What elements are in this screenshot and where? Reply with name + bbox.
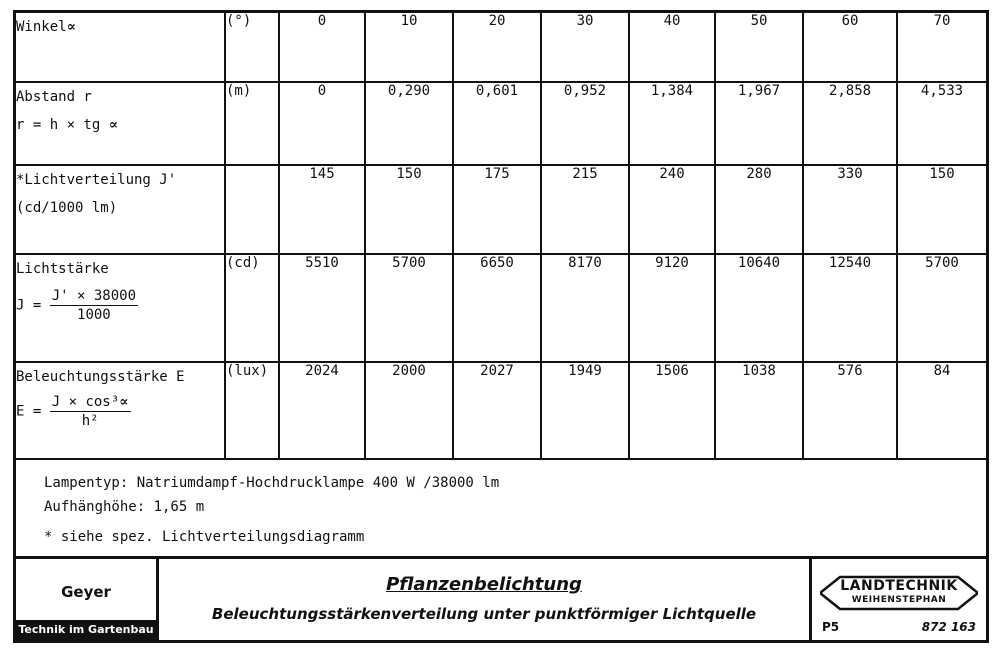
data-sheet <box>13 10 989 643</box>
alpha-symbol: ∝ <box>119 394 129 410</box>
table-cell: 0,290 <box>365 82 453 165</box>
page-title: Pflanzenbelichtung <box>386 574 582 595</box>
table-cell: 576 <box>803 362 897 459</box>
table-cell: 10 <box>365 13 453 82</box>
sheet-code: P5 <box>822 620 840 634</box>
table-cell: 2,858 <box>803 82 897 165</box>
table-cell: 175 <box>453 165 541 254</box>
table-cell: 12540 <box>803 254 897 362</box>
unit-cell: (cd) <box>225 254 279 362</box>
table-cell: 2027 <box>453 362 541 459</box>
logo-line-1: LANDTECHNIK <box>840 578 958 594</box>
table-cell: 1949 <box>541 362 629 459</box>
alpha-symbol: ∝ <box>108 117 119 133</box>
logo-line-2: WEIHENSTEPHAN <box>851 595 947 605</box>
table-cell: 1506 <box>629 362 715 459</box>
row-label-title: *Lichtverteilung J' <box>16 172 177 188</box>
row-label-title: Beleuchtungsstärke E <box>16 369 185 385</box>
row-label <box>16 362 225 459</box>
table-cell: 10640 <box>715 254 803 362</box>
table-cell: 2000 <box>365 362 453 459</box>
title-block <box>16 559 986 640</box>
table-cell: 5700 <box>365 254 453 362</box>
light-distribution-table <box>16 13 986 460</box>
table-cell: 280 <box>715 165 803 254</box>
notes-section <box>16 461 986 559</box>
table-cell: 5510 <box>279 254 365 362</box>
table-cell: 70 <box>897 13 986 82</box>
row-formula: r = h × tg ∝ <box>16 117 119 133</box>
unit-cell: (lux) <box>225 362 279 459</box>
table-cell: 0 <box>279 13 365 82</box>
table-cell: 1038 <box>715 362 803 459</box>
unit-cell: (°) <box>225 13 279 82</box>
table-cell: 150 <box>897 165 986 254</box>
table-row <box>16 82 986 165</box>
row-label-title: Lichtstärke <box>16 261 109 277</box>
row-label <box>16 165 225 254</box>
table-cell: 1,384 <box>629 82 715 165</box>
row-label <box>16 254 225 362</box>
row-label <box>16 82 225 165</box>
table-cell: 60 <box>803 13 897 82</box>
row-label-unit: (cd/1000 lm) <box>16 200 118 216</box>
table-cell: 240 <box>629 165 715 254</box>
page-subtitle: Beleuchtungsstärkenverteilung unter punktförmiger Lichtquelle <box>211 605 757 623</box>
table-cell: 2024 <box>279 362 365 459</box>
table-cell: 0,601 <box>453 82 541 165</box>
table-cell: 215 <box>541 165 629 254</box>
table-row <box>16 362 986 459</box>
table-cell: 0,952 <box>541 82 629 165</box>
table-row <box>16 13 986 82</box>
title-box <box>159 559 812 640</box>
author-name: Geyer <box>61 583 111 601</box>
table-cell: 6650 <box>453 254 541 362</box>
table-row <box>16 254 986 362</box>
table-cell: 8170 <box>541 254 629 362</box>
row-formula: E = $\frac{\text{J × cos³∝}}{\text{h²}}$ <box>16 394 129 429</box>
table-cell: 1,967 <box>715 82 803 165</box>
table-cell: 145 <box>279 165 365 254</box>
table-cell: 0 <box>279 82 365 165</box>
landtechnik-logo <box>812 559 986 640</box>
table-cell: 5700 <box>897 254 986 362</box>
table-cell: 20 <box>453 13 541 82</box>
table-row <box>16 165 986 254</box>
row-formula: J = $\frac{J' \times 38000}{1000}$ <box>16 288 137 323</box>
alpha-symbol: ∝ <box>66 19 76 35</box>
unit-cell <box>225 165 279 254</box>
lamp-type-note: Lampentyp: Natriumdampf-Hochdrucklampe 400 W /38000 lm <box>44 475 500 491</box>
table-cell: 40 <box>629 13 715 82</box>
table-cell: 84 <box>897 362 986 459</box>
table-cell: 50 <box>715 13 803 82</box>
table-cell: 9120 <box>629 254 715 362</box>
row-label-title: Abstand r <box>16 89 92 105</box>
row-label: Winkel∝ <box>16 13 225 82</box>
table-cell: 150 <box>365 165 453 254</box>
mounting-height-note: Aufhänghöhe: 1,65 m <box>44 499 205 515</box>
footnote: * siehe spez. Lichtverteilungsdiagramm <box>44 529 365 545</box>
table-cell: 4,533 <box>897 82 986 165</box>
unit-cell: (m) <box>225 82 279 165</box>
table-cell: 30 <box>541 13 629 82</box>
sheet-number: 872 163 <box>921 620 976 634</box>
series-label: Technik im Gartenbau <box>16 620 156 640</box>
table-cell: 330 <box>803 165 897 254</box>
author-box <box>16 559 159 640</box>
